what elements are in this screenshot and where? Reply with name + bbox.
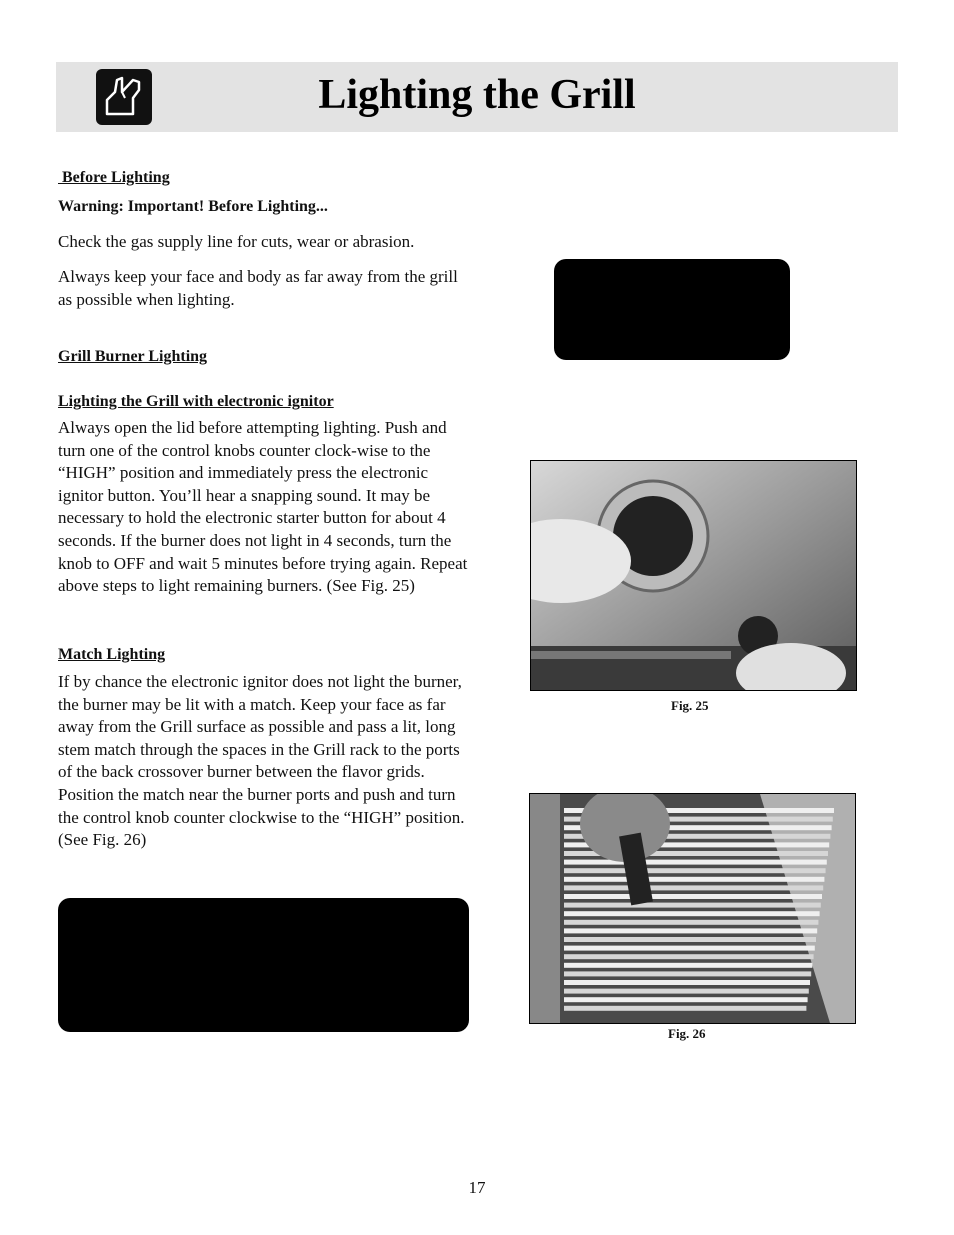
fig-25-photo [530,460,857,691]
caution-black-box [554,259,790,360]
electronic-ignitor-heading: Lighting the Grill with electronic ignitor [58,393,334,410]
paragraph-face-away: Always keep your face and body as far away from the grill as possible when lighting. [58,267,458,309]
fig-26-photo [529,793,856,1024]
before-lighting-heading: Before Lighting [58,169,170,186]
page-title: Lighting the Grill [318,72,636,118]
warning-heading: Warning: Important! Before Lighting... [58,198,328,215]
warning-black-box [58,898,469,1032]
paragraph-match-lighting: If by chance the electronic ignitor does not light the burner, the burner may be lit with a match. Keep your face as far away from the Grill surface as possible and pass a lit, long stem match through the spaces in the Grill rack to the ports of the back crossover burner between the flavor grids. Position the match near the burner ports and push and turn the control knob counter clockwise to the “HIGH” position. (See Fig. 26) [58,672,465,850]
paragraph-gas-supply: Check the gas supply line for cuts, wear or abrasion. [58,232,415,251]
fig-26-caption: Fig. 26 [668,1026,706,1041]
page-number: 17 [468,1178,486,1197]
match-lighting-heading: Match Lighting [58,646,166,663]
paragraph-electronic-ignitor: Always open the lid before attempting lighting. Push and turn one of the control knobs counter clock-wise to the “HIGH” position and immediately press the electronic ignitor button. You’ll hear a snapping sound. It may be necessary to hold the electronic starter button for about 4 seconds. If the burner does not light in 4 seconds, turn the knob to OFF and wait 5 minutes before trying again. Repeat above steps to light remaining burners. (See Fig. 25) [58,418,468,596]
fig-25-caption: Fig. 25 [671,698,709,713]
page-header [56,62,898,132]
burner-lighting-heading: Grill Burner Lighting [58,348,208,365]
